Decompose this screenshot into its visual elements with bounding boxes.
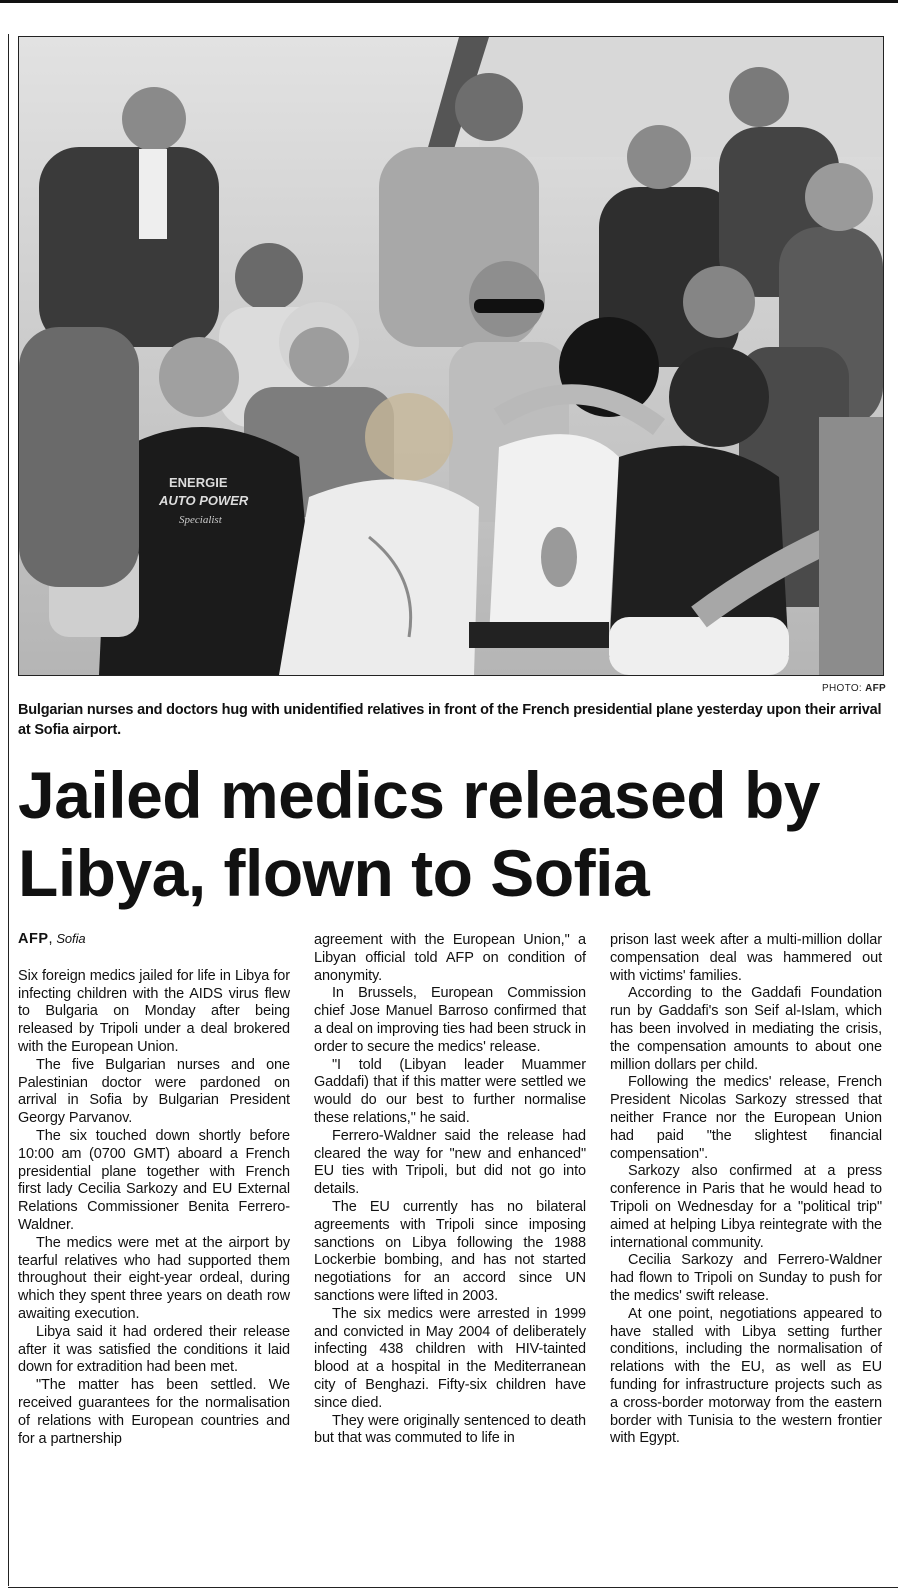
paragraph: Ferrero-Waldner said the release had cleared the way for "new and enhanced" EU ties with Tripoli, but did not go into details.: [314, 1127, 586, 1198]
paragraph: Cecilia Sarkozy and Ferrero-Waldner had flown to Tripoli on Sunday to push for the medics' swift release.: [610, 1252, 882, 1304]
paragraph: prison last week after a multi-million dollar compensation deal was hammered out with victims' families.: [610, 932, 882, 984]
shirt-text-2: AUTO POWER: [159, 493, 249, 508]
paragraph: The medics were met at the airport by tearful relatives who had supported them throughout their eight-year ordeal, during which they spent three years on death row awaiting execution.: [18, 1234, 290, 1322]
shirt-text-3: Specialist: [179, 514, 222, 526]
photo-credit: [822, 683, 886, 694]
headline: Jailed medics released by Libya, flown to Sofia: [18, 758, 820, 910]
paragraph: The six medics were arrested in 1999 and convicted in May 2004 of deliberately infecting 438 children with HIV-tainted blood at a hospital in the Mediterranean city of Benghazi. Fifty-six children have since died.: [314, 1305, 586, 1411]
paragraph: "The matter has been settled. We received guarantees for the normalisation of relations with European countries and for a partnership: [18, 1377, 290, 1447]
paragraph: They were originally sentenced to death but that was commuted to life in: [314, 1412, 586, 1447]
paragraph: At one point, negotiations appeared to have stalled with Libya setting further conditions, including the normalisation of relations with the EU, as well as EU funding for infrastructure projects such as a cross-border motorway from the eastern border with Tunisia to the western frontier with Egypt.: [610, 1305, 882, 1447]
byline: AFP, Sofia: [18, 931, 86, 947]
left-column-rule: [8, 34, 9, 1586]
photo-illustration: [19, 37, 883, 675]
paragraph: Libya said it had ordered their release after it was satisfied the conditions it laid down for extradition had been met.: [18, 1323, 290, 1376]
byline-location: Sofia: [56, 931, 86, 946]
article-column-3: [610, 932, 882, 1448]
paragraph: agreement with the European Union," a Libyan official told AFP on condition of anonymity.: [314, 932, 586, 984]
paragraph: According to the Gaddafi Foundation run by Gaddafi's son Seif al-Islam, which has been involved in mediating the crisis, the compensation amounts to about one million dollars per child.: [610, 985, 882, 1073]
shirt-text-1: ENERGIE: [169, 475, 228, 490]
photo-caption: Bulgarian nurses and doctors hug with unidentified relatives in front of the French presidential plane yesterday upon their arrival at Sofia airport.: [18, 702, 882, 738]
paragraph: In Brussels, European Commission chief Jose Manuel Barroso confirmed that a deal on improving ties had been struck in order to secure the medics' release.: [314, 985, 586, 1055]
byline-agency: AFP: [18, 931, 49, 947]
paragraph: "I told (Libyan leader Muammer Gaddafi) that if this matter were settled we would do our best to further normalise these relations," he said.: [314, 1056, 586, 1126]
article-column-2: [314, 932, 586, 1448]
paragraph: The EU currently has no bilateral agreements with Tripoli since imposing sanctions on Libya following the 1988 Lockerbie bombing, and has not started negotiations for an accord since UN sanctions were lifted in 2003.: [314, 1198, 586, 1304]
paragraph: Six foreign medics jailed for life in Libya for infecting children with the AIDS virus flew to Bulgaria on Monday after being released by Tripoli under a deal brokered with the European Union.: [18, 967, 290, 1055]
photo-credit-source: AFP: [865, 683, 886, 694]
paragraph: Following the medics' release, French President Nicolas Sarkozy stressed that neither France nor the European Union had paid "the slightest financial compensation".: [610, 1074, 882, 1162]
photo-credit-label: PHOTO:: [822, 683, 862, 694]
top-rule: [0, 0, 898, 3]
article-column-1: [18, 930, 290, 1448]
news-photo: [18, 36, 884, 676]
paragraph: The five Bulgarian nurses and one Palestinian doctor were pardoned on arrival in Sofia by Bulgarian President Georgy Parvanov.: [18, 1056, 290, 1127]
bottom-rule: [8, 1587, 898, 1588]
paragraph: The six touched down shortly before 10:00 am (0700 GMT) aboard a French presidential plane together with French first lady Cecilia Sarkozy and EU External Relations Commissioner Benita Ferrero-Waldner.: [18, 1127, 290, 1233]
paragraph: Sarkozy also confirmed at a press conference in Paris that he would head to Tripoli on Wednesday for a "political trip" aimed at helping Libya reintegrate with the international community.: [610, 1163, 882, 1251]
